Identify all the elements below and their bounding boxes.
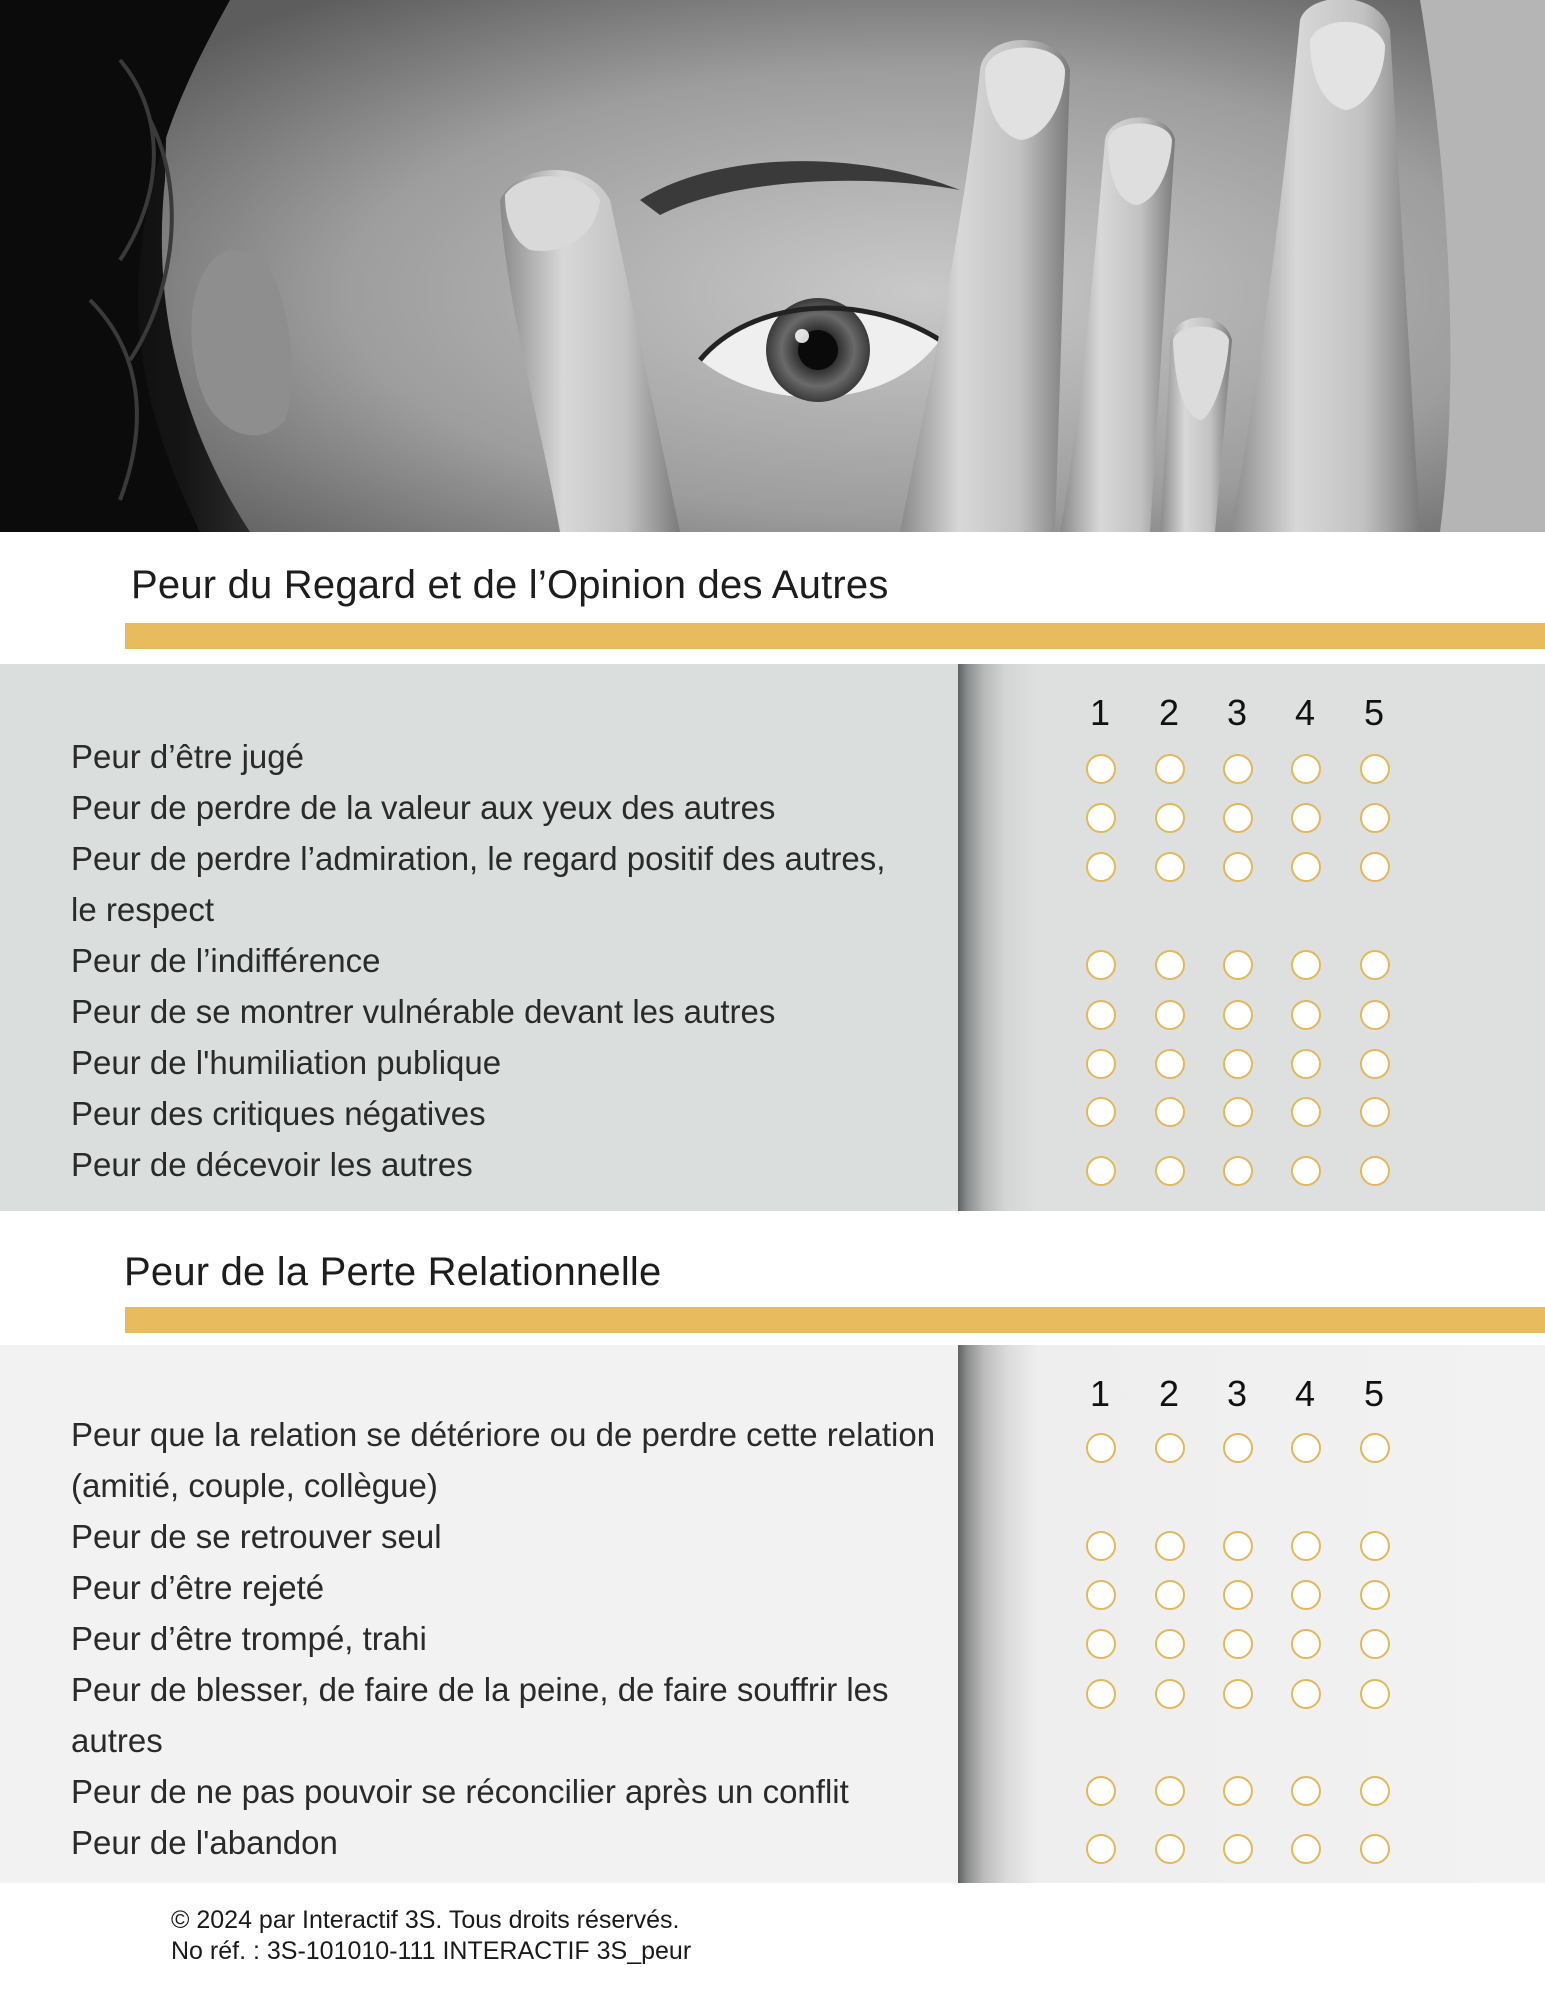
radio-option-2[interactable] [1155, 1580, 1185, 1610]
scale-label-5: 5 [1363, 1373, 1385, 1414]
fear-item: Peur de se retrouver seul [71, 1518, 442, 1555]
fear-item: Peur que la relation se détériore ou de perdre cette relation (amitié, couple, collègue) [71, 1416, 936, 1504]
radio-option-1[interactable] [1086, 950, 1116, 980]
rating-panel-perte-relationnelle [0, 1345, 1545, 1883]
radio-option-1[interactable] [1086, 803, 1116, 833]
radio-row [958, 1776, 1358, 1808]
fear-item: Peur de l'abandon [71, 1824, 338, 1861]
radio-option-2[interactable] [1155, 1433, 1185, 1463]
radio-option-1[interactable] [1086, 1679, 1116, 1709]
radio-option-3[interactable] [1223, 1834, 1253, 1864]
radio-option-4[interactable] [1291, 754, 1321, 784]
radio-option-1[interactable] [1086, 1531, 1116, 1561]
radio-option-3[interactable] [1223, 803, 1253, 833]
scale-label-1: 1 [1089, 692, 1111, 733]
radio-option-5[interactable] [1360, 1629, 1390, 1659]
radio-option-4[interactable] [1291, 1834, 1321, 1864]
radio-option-5[interactable] [1360, 1097, 1390, 1127]
radio-option-3[interactable] [1223, 1433, 1253, 1463]
radio-option-3[interactable] [1223, 1580, 1253, 1610]
radio-row [958, 1049, 1358, 1081]
radio-option-4[interactable] [1291, 1156, 1321, 1186]
fear-item: Peur de l’indifférence [71, 942, 381, 979]
copyright-text: © 2024 par Interactif 3S. Tous droits réservés. [171, 1906, 680, 1934]
radio-row [958, 1156, 1358, 1188]
radio-option-1[interactable] [1086, 1776, 1116, 1806]
hero-photo [0, 0, 1545, 532]
radio-option-3[interactable] [1223, 1629, 1253, 1659]
radio-row [958, 1679, 1358, 1711]
radio-option-4[interactable] [1291, 1433, 1321, 1463]
radio-option-4[interactable] [1291, 1679, 1321, 1709]
scale-label-5: 5 [1363, 692, 1385, 733]
radio-option-2[interactable] [1155, 1776, 1185, 1806]
radio-option-5[interactable] [1360, 1580, 1390, 1610]
radio-option-5[interactable] [1360, 1531, 1390, 1561]
radio-option-4[interactable] [1291, 1531, 1321, 1561]
radio-option-4[interactable] [1291, 1580, 1321, 1610]
reference-text: No réf. : 3S-101010-111 INTERACTIF 3S_peur [171, 1937, 692, 1965]
scale-label-1: 1 [1089, 1373, 1111, 1414]
fear-item: Peur de l'humiliation publique [71, 1044, 502, 1081]
radio-option-2[interactable] [1155, 1679, 1185, 1709]
section-underline [125, 623, 1545, 649]
radio-option-4[interactable] [1291, 1776, 1321, 1806]
fear-item: Peur de décevoir les autres [71, 1146, 473, 1183]
radio-option-3[interactable] [1223, 1679, 1253, 1709]
fear-item: Peur de perdre de la valeur aux yeux des autres [71, 789, 776, 826]
radio-row [958, 1000, 1358, 1032]
radio-option-1[interactable] [1086, 1049, 1116, 1079]
woman-peeking-through-fingers-photo-icon [0, 0, 1545, 532]
radio-option-1[interactable] [1086, 1629, 1116, 1659]
radio-option-5[interactable] [1360, 803, 1390, 833]
radio-option-2[interactable] [1155, 1629, 1185, 1659]
radio-option-3[interactable] [1223, 754, 1253, 784]
fear-item: Peur de blesser, de faire de la peine, de faire souffrir les autres [71, 1671, 889, 1759]
radio-option-4[interactable] [1291, 852, 1321, 882]
rating-column [958, 1345, 1545, 1883]
radio-option-3[interactable] [1223, 1000, 1253, 1030]
radio-option-3[interactable] [1223, 1776, 1253, 1806]
rating-panel-regard [0, 664, 1545, 1211]
radio-option-4[interactable] [1291, 803, 1321, 833]
radio-option-1[interactable] [1086, 1156, 1116, 1186]
radio-option-3[interactable] [1223, 1097, 1253, 1127]
radio-option-1[interactable] [1086, 754, 1116, 784]
radio-option-4[interactable] [1291, 1629, 1321, 1659]
radio-option-4[interactable] [1291, 1000, 1321, 1030]
radio-option-3[interactable] [1223, 1531, 1253, 1561]
radio-option-1[interactable] [1086, 1097, 1116, 1127]
radio-option-2[interactable] [1155, 1156, 1185, 1186]
scale-label-4: 4 [1294, 692, 1316, 733]
radio-row [958, 1097, 1358, 1129]
fear-item: Peur de se montrer vulnérable devant les autres [71, 993, 776, 1030]
radio-option-4[interactable] [1291, 950, 1321, 980]
scale-label-2: 2 [1158, 692, 1180, 733]
radio-option-5[interactable] [1360, 1433, 1390, 1463]
radio-row [958, 1531, 1358, 1563]
radio-option-3[interactable] [1223, 1049, 1253, 1079]
radio-row [958, 1433, 1358, 1465]
radio-option-5[interactable] [1360, 1049, 1390, 1079]
radio-row [958, 852, 1358, 884]
section-title-perte-relationnelle: Peur de la Perte Relationnelle [124, 1250, 662, 1294]
radio-option-1[interactable] [1086, 1580, 1116, 1610]
radio-option-2[interactable] [1155, 950, 1185, 980]
radio-option-5[interactable] [1360, 1000, 1390, 1030]
scale-label-3: 3 [1226, 692, 1248, 733]
radio-option-2[interactable] [1155, 1531, 1185, 1561]
radio-row [958, 1834, 1358, 1866]
radio-option-2[interactable] [1155, 1834, 1185, 1864]
radio-option-2[interactable] [1155, 1097, 1185, 1127]
radio-option-5[interactable] [1360, 1679, 1390, 1709]
section-title-regard: Peur du Regard et de l’Opinion des Autres [131, 563, 889, 607]
radio-option-2[interactable] [1155, 852, 1185, 882]
footer [171, 1905, 691, 1967]
rating-column [958, 664, 1545, 1211]
fear-item: Peur de ne pas pouvoir se réconcilier après un conflit [71, 1773, 849, 1810]
radio-option-5[interactable] [1360, 1776, 1390, 1806]
radio-option-3[interactable] [1223, 852, 1253, 882]
radio-option-5[interactable] [1360, 852, 1390, 882]
radio-option-4[interactable] [1291, 1049, 1321, 1079]
radio-option-1[interactable] [1086, 1000, 1116, 1030]
radio-option-1[interactable] [1086, 852, 1116, 882]
radio-option-2[interactable] [1155, 754, 1185, 784]
radio-row [958, 950, 1358, 982]
radio-option-2[interactable] [1155, 1049, 1185, 1079]
fear-item: Peur d’être rejeté [71, 1569, 325, 1606]
radio-option-5[interactable] [1360, 950, 1390, 980]
radio-option-2[interactable] [1155, 803, 1185, 833]
radio-option-3[interactable] [1223, 950, 1253, 980]
radio-option-5[interactable] [1360, 1156, 1390, 1186]
scale-label-3: 3 [1226, 1373, 1248, 1414]
radio-row [958, 803, 1358, 835]
radio-option-5[interactable] [1360, 1834, 1390, 1864]
radio-option-1[interactable] [1086, 1433, 1116, 1463]
scale-label-2: 2 [1158, 1373, 1180, 1414]
fear-item: Peur d’être trompé, trahi [71, 1620, 427, 1657]
radio-option-3[interactable] [1223, 1156, 1253, 1186]
scale-label-4: 4 [1294, 1373, 1316, 1414]
fear-item: Peur d’être jugé [71, 738, 304, 775]
radio-option-1[interactable] [1086, 1834, 1116, 1864]
radio-option-4[interactable] [1291, 1097, 1321, 1127]
section-underline [125, 1307, 1545, 1333]
fear-item: Peur des critiques négatives [71, 1095, 486, 1132]
radio-row [958, 1629, 1358, 1661]
radio-option-2[interactable] [1155, 1000, 1185, 1030]
radio-option-5[interactable] [1360, 754, 1390, 784]
radio-row [958, 754, 1358, 786]
fear-item: Peur de perdre l’admiration, le regard positif des autres, le respect [71, 840, 886, 928]
radio-row [958, 1580, 1358, 1612]
